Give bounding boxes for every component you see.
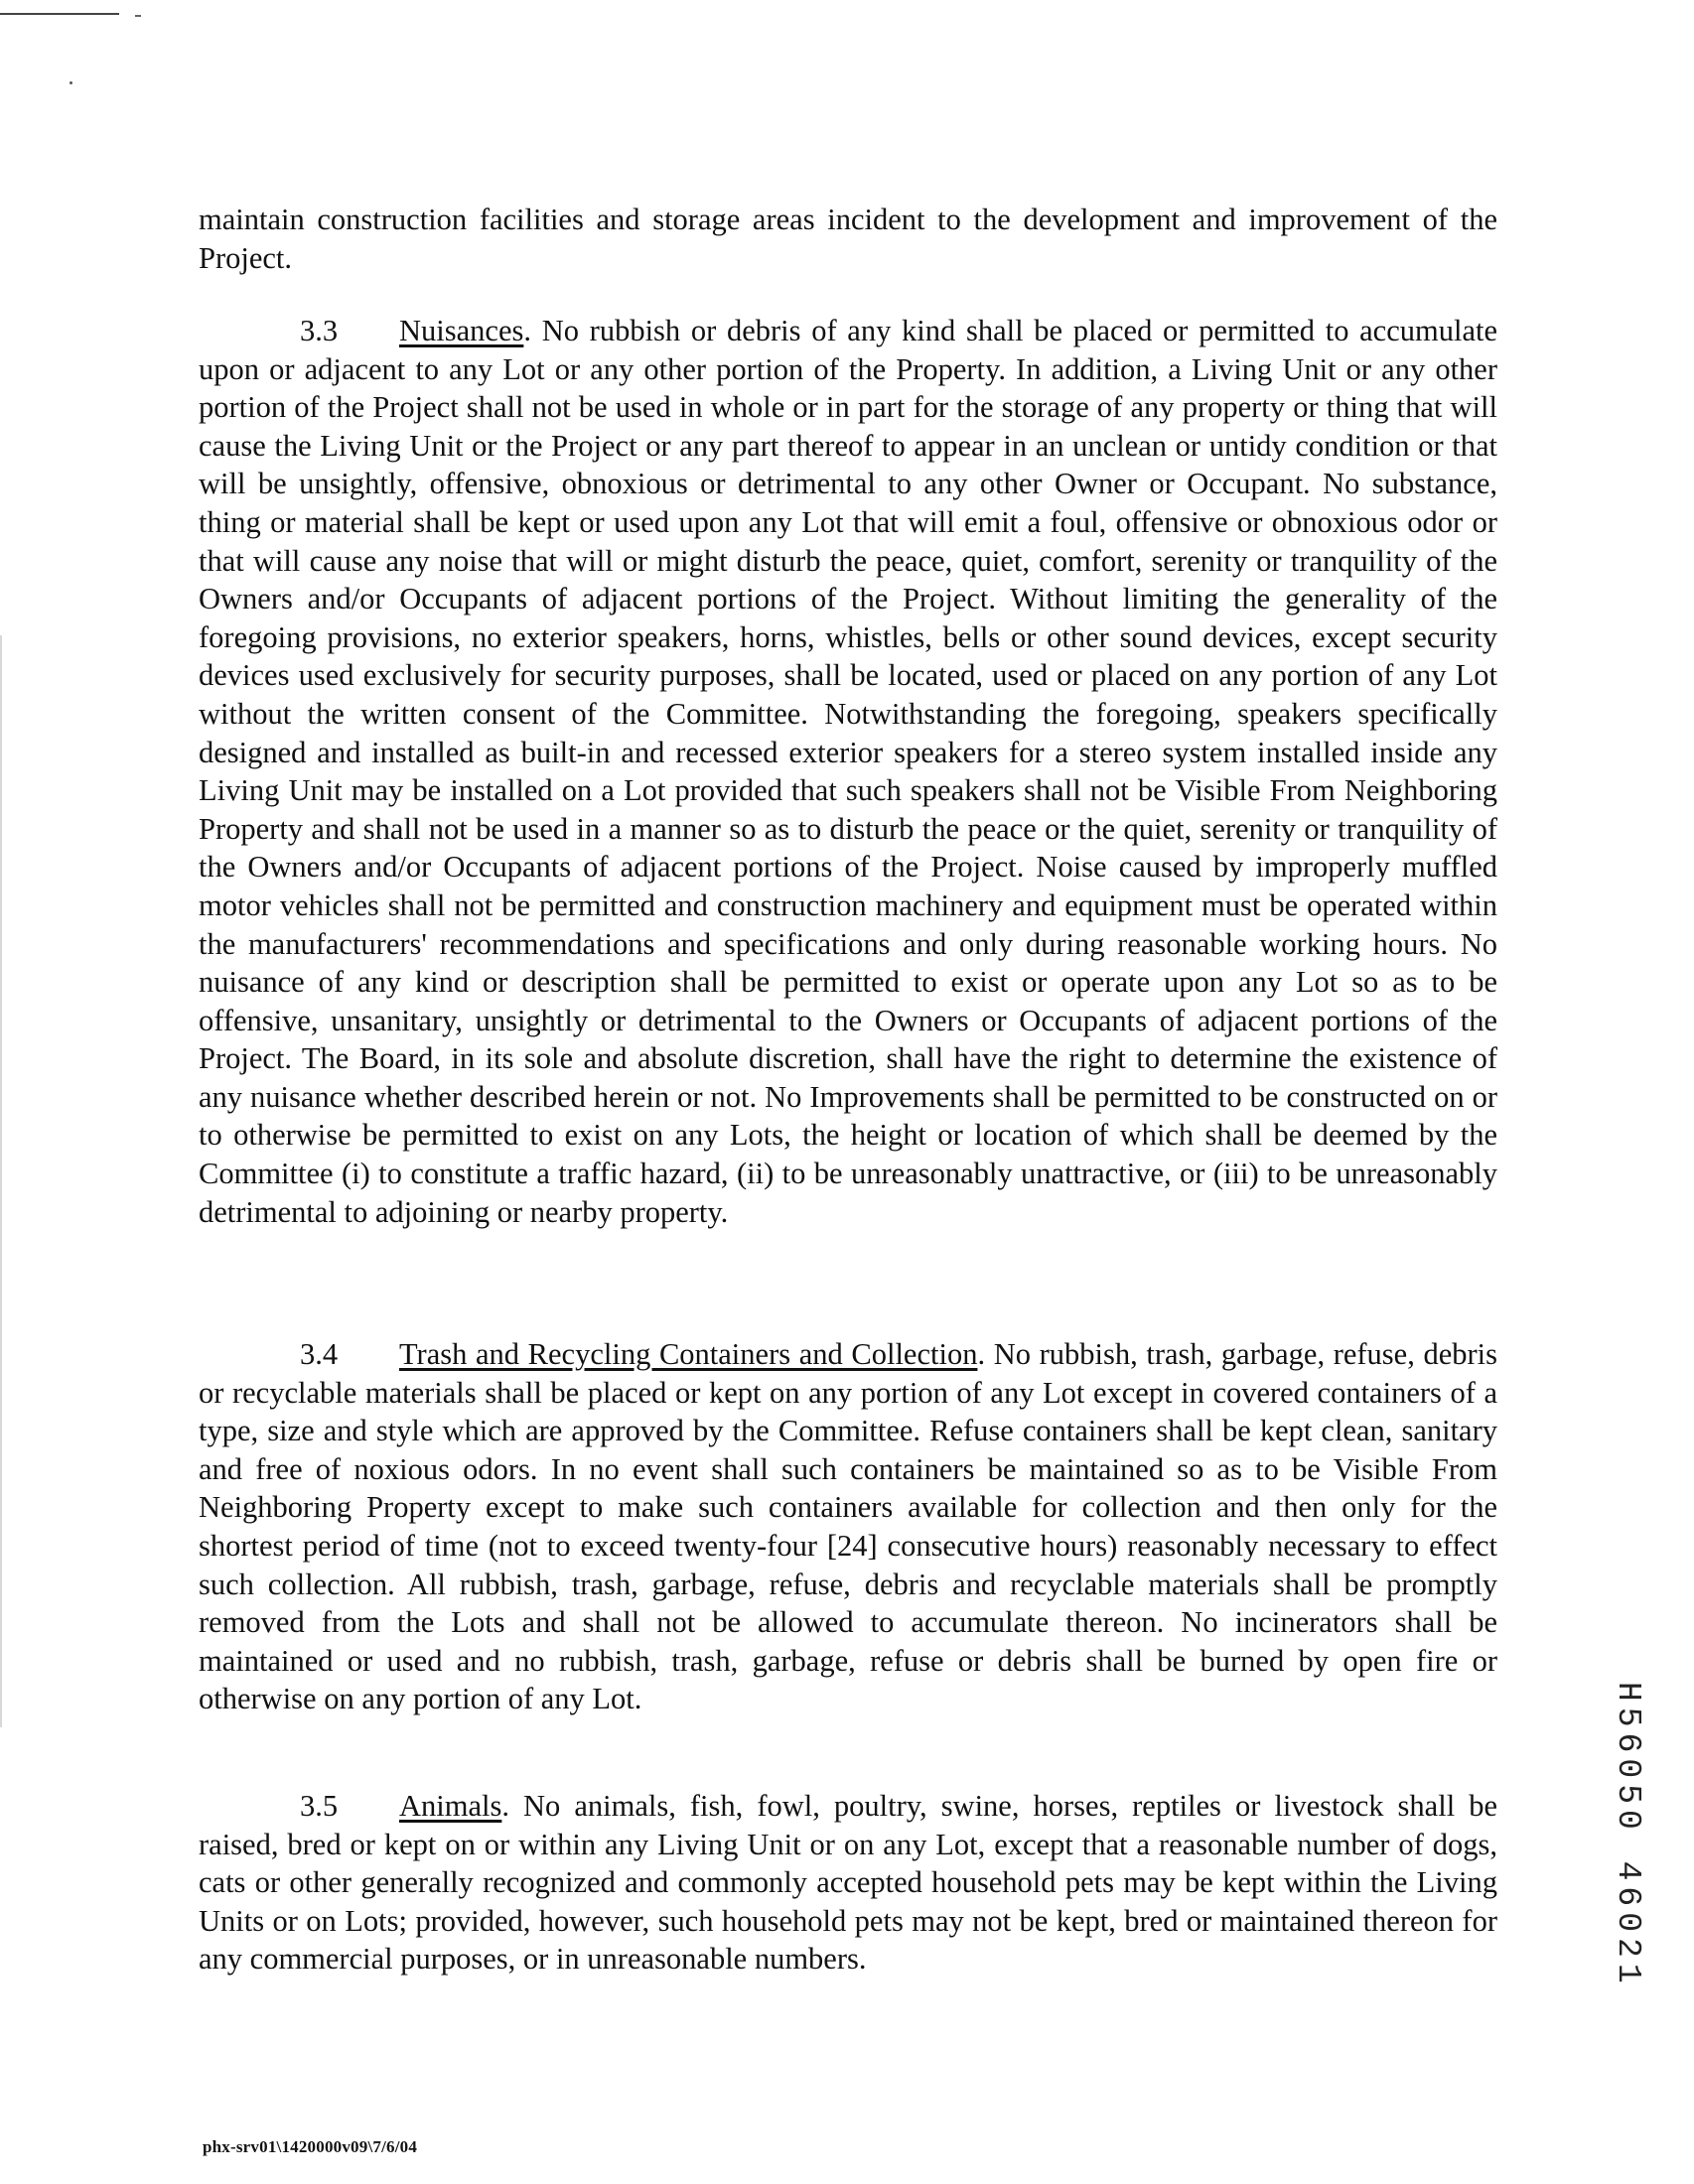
scan-artifact-line [0, 13, 119, 15]
section-title: Nuisances [399, 314, 524, 347]
section-3-3-nuisances: 3.3 Nuisances. No rubbish or debris of any kind shall be placed or permitted to accumulate upon or adjacent to any Lot or any other portion of the Property. In addition, a Living Unit or any other portion of the Project shall not be used in whole or in part for the storage of any property or thing that will cause the Living Unit or the Project or any part thereof to appear in an unclean or untidy condition or that will be unsightly, offensive, obnoxious or detrimental to any other Owner or Occupant. No substance, thing or material shall be kept or used upon any Lot that will emit a foul, offensive or obnoxious odor or that will cause any noise that will or might disturb the peace, quiet, comfort, serenity or tranquility of the Owners and/or Occupants of adjacent portions of the Project. Without limiting the generality of the foregoing provisions, no exterior speakers, horns, whistles, bells or other sound devices, except security devices used exclusively for security purposes, shall be located, used or placed on any portion of any Lot without the written consent of the Committee. Notwithstanding the foregoing, speakers specifically designed and installed as built-in and recessed exterior speakers for a stereo system installed inside any Living Unit may be installed on a Lot provided that such speakers shall not be Visible From Neighboring Property and shall not be used in a manner so as to disturb the peace or the quiet, serenity or tranquility of the Owners and/or Occupants of adjacent portions of the Project. Noise caused by improperly muffled motor vehicles shall not be permitted and construction machinery and equipment must be operated within the manufacturers' recommendations and specifications and only during reasonable working hours. No nuisance of any kind or description shall be permitted to exist or operate upon any Lot so as to be offensive, unsanitary, unsightly or detrimental to the Owners or Occupants of adjacent portions of the Project. The Board, in its sole and absolute discretion, shall have the right to determine the existence of any nuisance whether described herein or not. No Improvements shall be permitted to be constructed on or to otherwise be permitted to exist on any Lots, the height or location of which shall be deemed by the Committee (i) to constitute a traffic hazard, (ii) to be unreasonably unattractive, or (iii) to be unreasonably detrimental to adjoining or nearby property. [199, 314, 1498, 1229]
bates-number: H56050 46021 [1610, 1682, 1646, 1989]
section-number: 3.3 [300, 314, 339, 347]
intro-text: maintain construction facilities and storage areas incident to the development and improvement of the Project. [199, 203, 1497, 275]
section-body: No rubbish or debris of any kind shall be placed or permitted to accumulate upon or adjacent to any Lot or any other portion of the Property. In addition, a Living Unit or any other portion of the Project shall not be used in whole or in part for the storage of any property or thing that will cause the Living Unit or the Project or any part thereof to appear in an unclean or untidy condition or that will be unsightly, offensive, obnoxious or detrimental to any other Owner or Occupant. No substance, thing or material shall be kept or used upon any Lot that will emit a foul, offensive or obnoxious odor or that will cause any noise that will or might disturb the peace, quiet, comfort, serenity or tranquility of the Owners and/or Occupants of adjacent portions of the Project. Without limiting the generality of the foregoing provisions, no exterior speakers, horns, whistles, bells or other sound devices, except security devices used exclusively for security purposes, shall be located, used or placed on any portion of any Lot without the written consent of the Committee. Notwithstanding the foregoing, speakers specifically designed and installed as built-in and recessed exterior speakers for a stereo system installed inside any Living Unit may be installed on a Lot provided that such speakers shall not be Visible From Neighboring Property and shall not be used in a manner so as to disturb the peace or the quiet, serenity or tranquility of the Owners and/or Occupants of adjacent portions of the Project. Noise caused by improperly muffled motor vehicles shall not be permitted and construction machinery and equipment must be operated within the manufacturers' recommendations and specifications and only during reasonable working hours. No nuisance of any kind or description shall be permitted to exist or operate upon any Lot so as to be offensive, unsanitary, unsightly or detrimental to the Owners or Occupants of adjacent portions of the Project. The Board, in its sole and absolute discretion, shall have the right to determine the existence of any nuisance whether described herein or not. No Improvements shall be permitted to be constructed on or to otherwise be permitted to exist on any Lots, the height or location of which shall be deemed by the Committee (i) to constitute a traffic hazard, (ii) to be unreasonably unattractive, or (iii) to be unreasonably detrimental to adjoining or nearby property. [199, 314, 1498, 1229]
scan-artifact-edge [0, 635, 2, 1727]
intro-paragraph [199, 201, 1497, 277]
section-3-5-animals: 3.5 Animals. No animals, fish, fowl, poultry, swine, horses, reptiles or livestock shall be raised, bred or kept on or within any Living Unit or on any Lot, except that a reasonable number of dogs, cats or other generally recognized and commonly accepted household pets may be kept within the Living Units or on Lots; provided, however, such household pets may not be kept, bred or maintained thereon for any commercial purposes, or in unreasonable numbers. [199, 1789, 1497, 1977]
section-body: No animals, fish, fowl, poultry, swine, horses, reptiles or livestock shall be raised, bred or kept on or within any Living Unit or on any Lot, except that a reasonable number of dogs, cats or other generally recognized and commonly accepted household pets may be kept within the Living Units or on Lots; provided, however, such household pets may not be kept, bred or maintained thereon for any commercial purposes, or in unreasonable numbers. [199, 1789, 1497, 1977]
section-title: Animals [399, 1789, 502, 1823]
section-title: Trash and Recycling Containers and Collection [399, 1337, 978, 1371]
document-footer-path: phx-srv01\1420000v09\7/6/04 [203, 2137, 418, 2156]
section-3-4-trash-recycling: 3.4 Trash and Recycling Containers and Collection. No rubbish, trash, garbage, refuse, debris or recyclable materials shall be placed or kept on any portion of any Lot except in covered containers of a type, size and style which are approved by the Committee. Refuse containers shall be kept clean, sanitary and free of noxious odors. In no event shall such containers be maintained so as to be Visible From Neighboring Property except to make such containers available for collection and then only for the shortest period of time (not to exceed twenty-four [24] consecutive hours) reasonably necessary to effect such collection. All rubbish, trash, garbage, refuse, debris and recyclable materials shall be promptly removed from the Lots and shall not be allowed to accumulate thereon. No incinerators shall be maintained or used and no rubbish, trash, garbage, refuse or debris shall be burned by open fire or otherwise on any portion of any Lot. [199, 1337, 1497, 1716]
scan-artifact-tick [135, 15, 141, 17]
scan-artifact-dot [70, 81, 72, 84]
section-body: No rubbish, trash, garbage, refuse, debris or recyclable materials shall be placed or kept on any portion of any Lot except in covered containers of a type, size and style which are approved by the Committee. Refuse containers shall be kept clean, sanitary and free of noxious odors. In no event shall such containers be maintained so as to be Visible From Neighboring Property except to make such containers available for collection and then only for the shortest period of time (not to exceed twenty-four [24] consecutive hours) reasonably necessary to effect such collection. All rubbish, trash, garbage, refuse, debris and recyclable materials shall be promptly removed from the Lots and shall not be allowed to accumulate thereon. No incinerators shall be maintained or used and no rubbish, trash, garbage, refuse or debris shall be burned by open fire or otherwise on any portion of any Lot. [199, 1337, 1497, 1716]
section-number: 3.4 [300, 1337, 339, 1371]
section-number: 3.5 [300, 1789, 339, 1823]
